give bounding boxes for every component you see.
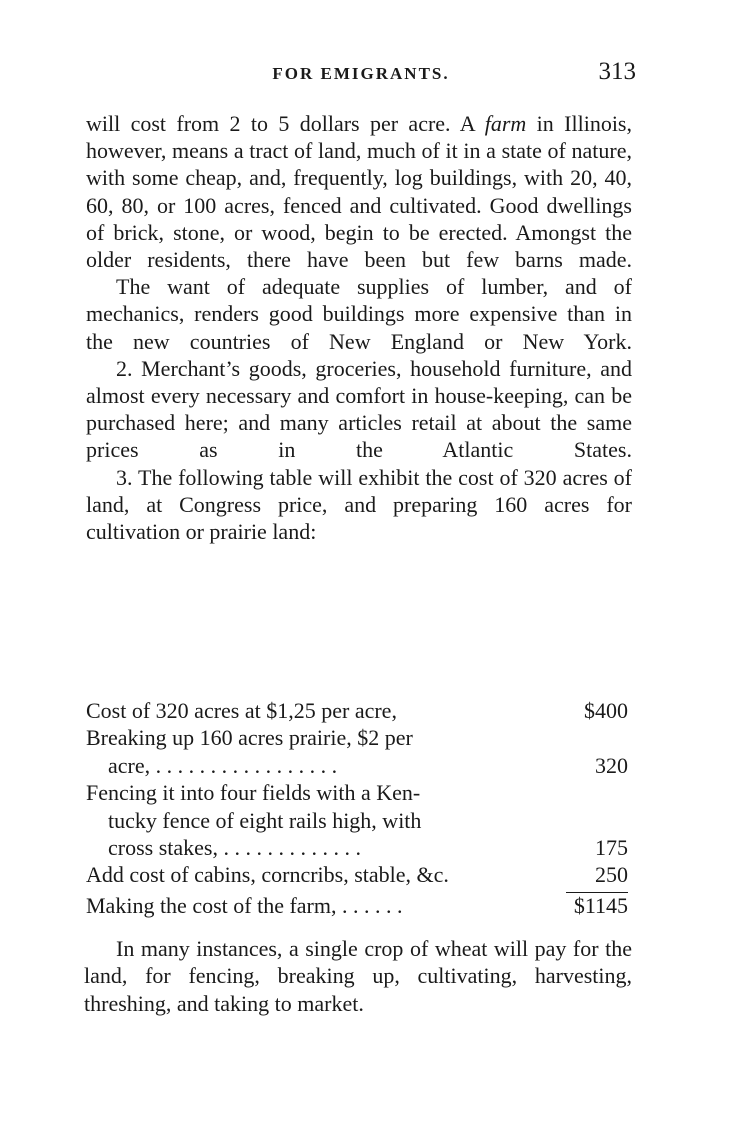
closing-text [84, 935, 632, 1017]
paragraph-single-crop: In many instances, a single crop of wheat will pay for the land, for fencing, breaking up, cultivating, harvesting, threshing, and taking to market. [84, 936, 632, 1016]
table-row [86, 724, 632, 751]
paragraph-table-intro: 3. The following table will exhibit the cost of 320 acres of land, at Congress price, and preparing 160 acres for cultivation or prairie land: [86, 464, 632, 545]
page-number: 313 [598, 58, 636, 85]
cost-table [86, 697, 632, 922]
table-row-label: Add cost of cabins, corncribs, stable, &c. [86, 862, 449, 888]
table-row-label-continued: tucky fence of eight rails high, with [108, 807, 422, 833]
table-row [86, 697, 632, 724]
table-row-label: Fencing it into four fields with a Ken- [86, 780, 421, 806]
paragraph-merchants-goods: 2. Merchant’s goods, groceries, household furniture, and almost every necessary and comfort in house-keeping, can be purchased here; and many articles retail at about the same prices as in the Atlantic States. [86, 355, 632, 463]
table-total-label: Making the cost of the farm, . . . . . . [86, 892, 403, 918]
table-row-amount: 320 [595, 752, 628, 778]
paragraph-farm-cost: will cost from 2 to 5 dollars per acre. A farm in Illinois, however, means a tract of land, much of it in a state of nature, with some cheap, and, frequently, log buildings, with 20, 40, 60, 80, or 100 acres, fenced and cultivated. Good dwellings of brick, stone, or wood, begin to be erected. Amongst the older residents, there have been but few barns made. [86, 111, 632, 273]
body-text [86, 110, 632, 545]
running-title: FOR EMIGRANTS. [272, 64, 450, 83]
table-row-amount: 250 [595, 862, 628, 888]
table-row-label: Breaking up 160 acres prairie, $2 per [86, 725, 413, 751]
table-total-amount: $1145 [573, 892, 628, 918]
paragraph-lumber: The want of adequate supplies of lumber, and of mechanics, renders good buildings more expensive than in the new countries of New England or New York. [86, 274, 632, 354]
table-row [86, 752, 632, 779]
table-row-amount: 175 [595, 834, 628, 860]
table-total-row [86, 892, 632, 922]
table-row-label: Cost of 320 acres at $1,25 per acre, [86, 698, 397, 723]
table-row [86, 861, 632, 888]
running-head [86, 58, 636, 88]
table-row [86, 779, 632, 806]
table-row-label-continued: cross stakes, . . . . . . . . . . . . . [108, 834, 361, 860]
italic-emphasis: farm [484, 111, 527, 136]
table-row-label-continued: acre, . . . . . . . . . . . . . . . . . [108, 752, 338, 778]
table-row-amount: $400 [584, 698, 628, 723]
table-row [86, 834, 632, 861]
table-row [86, 807, 632, 834]
